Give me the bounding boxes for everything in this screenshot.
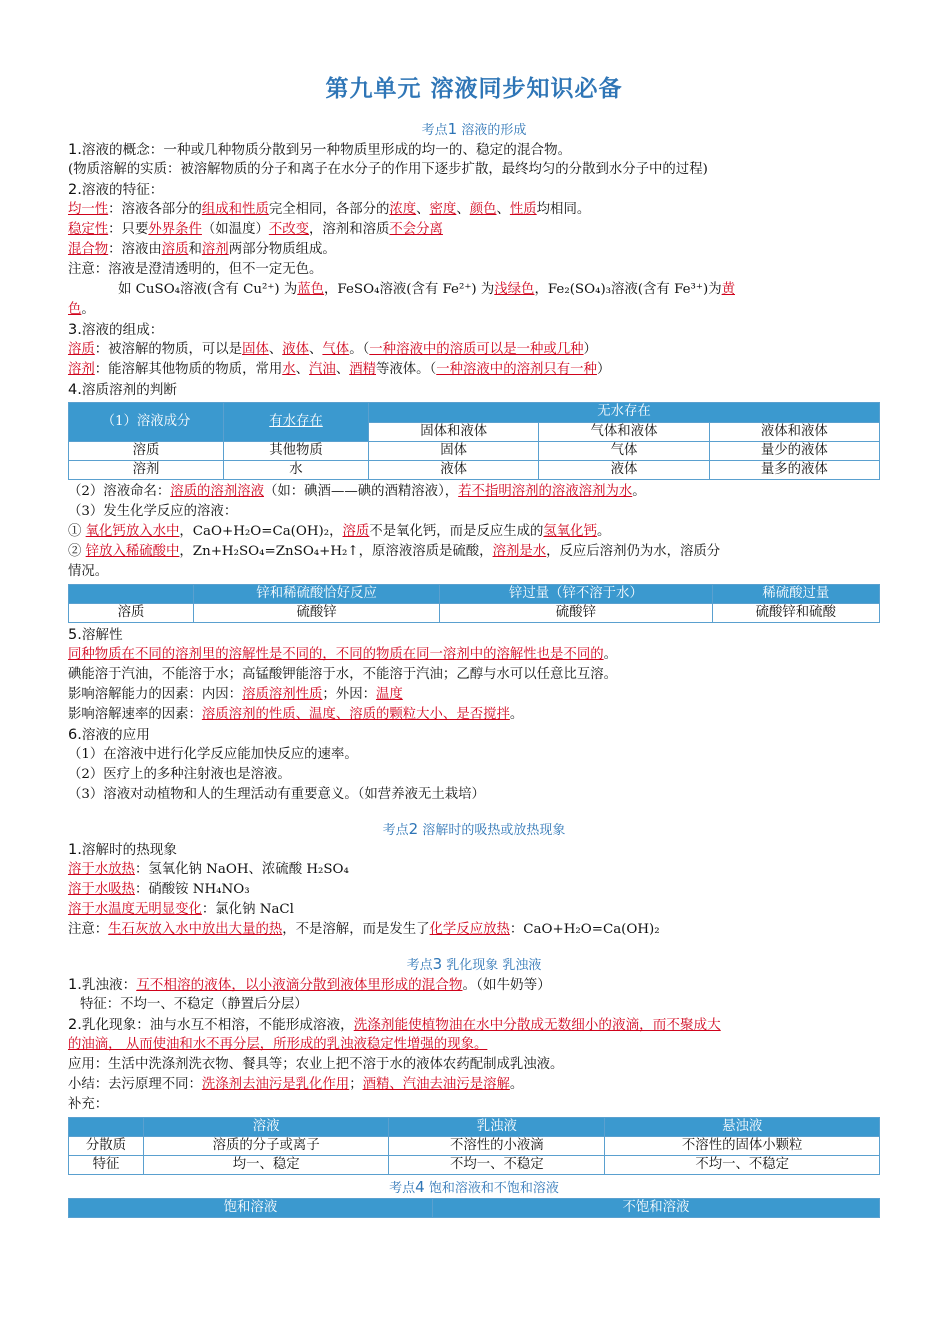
section-heading-4: 考点4 饱和溶液和不饱和溶液	[389, 1178, 559, 1196]
table-header	[69, 585, 194, 604]
table-cell: 特征	[69, 1156, 144, 1175]
table-header: 悬浊液	[605, 1118, 880, 1137]
feature-uniform: 均一性：溶液各部分的组成和性质完全相同，各部分的浓度、密度、颜色、性质均相同。	[68, 202, 591, 217]
text-line: 情况。	[68, 564, 109, 579]
text-line: （1）在溶液中进行化学反应能加快反应的速率。	[68, 747, 358, 762]
table-header: 溶液	[144, 1118, 389, 1137]
solubility-line: 同种物质在不同的溶剂里的溶解性是不同的，不同的物质在同一溶剂中的溶解性也是不同的。	[68, 647, 618, 662]
cao-line: ① 氧化钙放入水中，CaO+H₂O=Ca(OH)₂，溶质不是氧化钙，而是反应生成的氢氧化钙。	[68, 524, 611, 539]
table-cell: 硫酸锌	[440, 604, 712, 623]
color-example-line: 如 CuSO₄溶液(含有 Cu²⁺) 为蓝色，FeSO₄溶液(含有 Fe²⁺) 为浅绿色，Fe₂(SO₄)₃溶液(含有 Fe³⁺)为黄	[118, 282, 735, 297]
table-row	[69, 442, 880, 461]
table-cell: 固体	[369, 442, 539, 461]
naming-line: （2）溶液命名：溶质的溶剂溶液（如：碘酒——碘的酒精溶液），若不指明溶剂的溶液溶剂为水。	[68, 484, 646, 499]
heading-3-composition: 3.溶液的组成：	[68, 322, 164, 338]
saturation-table	[68, 1198, 880, 1218]
table-cell: 液体	[539, 461, 709, 480]
heading-2-features: 2.溶液的特征：	[68, 182, 164, 198]
heading-emulsification: 2.乳化现象：油与水互不相溶，不能形成溶液，洗涤剂能使植物油在水中分散成无数细小的液滴，而不聚成大	[68, 1017, 721, 1033]
table-cell: 不溶性的小液滴	[389, 1137, 605, 1156]
section-heading-2: 考点2 溶解时的吸热或放热现象	[382, 820, 566, 838]
table-header: 乳浊液	[389, 1118, 605, 1137]
zinc-acid-table	[68, 584, 880, 623]
text-line: 补充：	[68, 1097, 109, 1112]
factor-line: 影响溶解能力的因素：内因：溶质溶剂性质；外因：温度	[68, 687, 403, 702]
table-cell: 气体	[539, 442, 709, 461]
text-line: （3）发生化学反应的溶液：	[68, 504, 238, 519]
table-cell: 不均一、不稳定	[389, 1156, 605, 1175]
table-cell: 其他物质	[224, 442, 369, 461]
table-header: 饱和溶液	[69, 1199, 433, 1218]
color-example-cont: 色。	[68, 302, 95, 317]
table-cell: 溶质的分子或离子	[144, 1137, 389, 1156]
text-line: 应用：生活中洗涤剂洗衣物、餐具等；农业上把不溶于水的液体农药配制成乳浊液。	[68, 1057, 564, 1072]
table-subheader: 气体和液体	[539, 422, 709, 442]
heading-6-application: 6.溶液的应用	[68, 727, 150, 743]
heat-absorb-line: 溶于水吸热：硝酸铵 NH₄NO₃	[68, 882, 250, 897]
note-line: 注意：溶液是澄清透明的，但不一定无色。	[68, 262, 323, 277]
text-line: （2）医疗上的多种注射液也是溶液。	[68, 767, 291, 782]
table-header: 不饱和溶液	[432, 1199, 879, 1218]
feature-stable: 稳定性：只要外界条件（如温度）不改变，溶剂和溶质不会分离	[68, 222, 443, 237]
heading-heat: 1.溶解时的热现象	[68, 842, 177, 858]
table-cell: 硫酸锌	[194, 604, 440, 623]
emulsification-cont: 的油滴， 从而使油和水不再分层，所形成的乳浊液稳定性增强的现象。	[68, 1037, 488, 1052]
heat-none-line: 溶于水温度无明显变化：氯化钠 NaCl	[68, 902, 294, 917]
quicklime-line: 注意：生石灰放入水中放出大量的热，不是溶解，而是发生了化学反应放热：CaO+H₂O=Ca(OH)₂	[68, 922, 660, 937]
table-header	[69, 1118, 144, 1137]
section-heading-1: 考点1 溶液的形成	[421, 120, 527, 138]
table-cell: 量多的液体	[709, 461, 879, 480]
heading-1-concept: 1.溶液的概念：一种或几种物质分散到另一种物质里形成的均一的、稳定的混合物。	[68, 142, 572, 158]
table-subheader: 液体和液体	[709, 422, 879, 442]
table-cell: 溶质	[69, 442, 224, 461]
table-subheader: 固体和液体	[369, 422, 539, 442]
table-cell: 不均一、不稳定	[605, 1156, 880, 1175]
heat-release-line: 溶于水放热：氢氧化钠 NaOH、浓硫酸 H₂SO₄	[68, 862, 349, 877]
table-cell: 分散质	[69, 1137, 144, 1156]
table-row	[69, 1156, 880, 1175]
table-row	[69, 461, 880, 480]
table-cell: 硫酸锌和硫酸	[712, 604, 879, 623]
rate-line: 影响溶解速率的因素：溶质溶剂的性质、温度、溶质的颗粒大小、是否搅拌。	[68, 707, 524, 722]
table-cell: 溶质	[69, 604, 194, 623]
text-line: 特征：不均一、不稳定（静置后分层）	[80, 997, 308, 1012]
table-header: （1）溶液成分	[69, 403, 224, 442]
summary-line: 小结：去污原理不同：洗涤剂去油污是乳化作用；酒精、汽油去油污是溶解。	[68, 1077, 524, 1092]
heading-5-solubility: 5.溶解性	[68, 627, 123, 643]
document-page	[68, 70, 880, 1220]
table-cell: 量少的液体	[709, 442, 879, 461]
table-cell: 水	[224, 461, 369, 480]
heading-emulsion: 1.乳浊液：互不相溶的液体，以小液滴分散到液体里形成的混合物。（如牛奶等）	[68, 977, 551, 993]
solute-line: 溶质：被溶解的物质，可以是固体、液体、气体。（一种溶液中的溶质可以是一种或几种）	[68, 342, 597, 357]
feature-mixture: 混合物：溶液由溶质和溶剂两部分物质组成。	[68, 242, 336, 257]
zn-line: ② 锌放入稀硫酸中，Zn+H₂SO₄=ZnSO₄+H₂↑，原溶液溶质是硫酸，溶剂是水，反应后溶剂仍为水，溶质分	[68, 544, 721, 559]
table-header: 有水存在	[224, 403, 369, 442]
page-title: 第九单元 溶液同步知识必备	[325, 76, 623, 102]
table-cell: 溶剂	[69, 461, 224, 480]
heading-4-judgement: 4.溶质溶剂的判断	[68, 382, 177, 398]
solvent-line: 溶剂：能溶解其他物质的物质，常用水、汽油、酒精等液体。（一种溶液中的溶剂只有一种）	[68, 362, 611, 377]
table-header: 锌过量（锌不溶于水）	[440, 585, 712, 604]
table-header: 无水存在	[369, 403, 880, 423]
table-cell: 均一、稳定	[144, 1156, 389, 1175]
table-cell: 液体	[369, 461, 539, 480]
table-header: 锌和稀硫酸恰好反应	[194, 585, 440, 604]
table-cell: 不溶性的固体小颗粒	[605, 1137, 880, 1156]
table-header: 稀硫酸过量	[712, 585, 879, 604]
section-heading-3: 考点3 乳化现象 乳浊液	[406, 955, 542, 973]
text-line: （3）溶液对动植物和人的生理活动有重要意义。（如营养液无土栽培）	[68, 787, 485, 802]
text-line: (物质溶解的实质：被溶解物质的分子和离子在水分子的作用下逐步扩散，最终均匀的分散到水分子中的过程)	[68, 162, 708, 177]
text-line: 碘能溶于汽油，不能溶于水；高锰酸钾能溶于水，不能溶于汽油；乙醇与水可以任意比互溶。	[68, 667, 618, 682]
table-row	[69, 1137, 880, 1156]
mixture-comparison-table	[68, 1117, 880, 1175]
solute-solvent-table	[68, 402, 880, 480]
table-row	[69, 604, 880, 623]
